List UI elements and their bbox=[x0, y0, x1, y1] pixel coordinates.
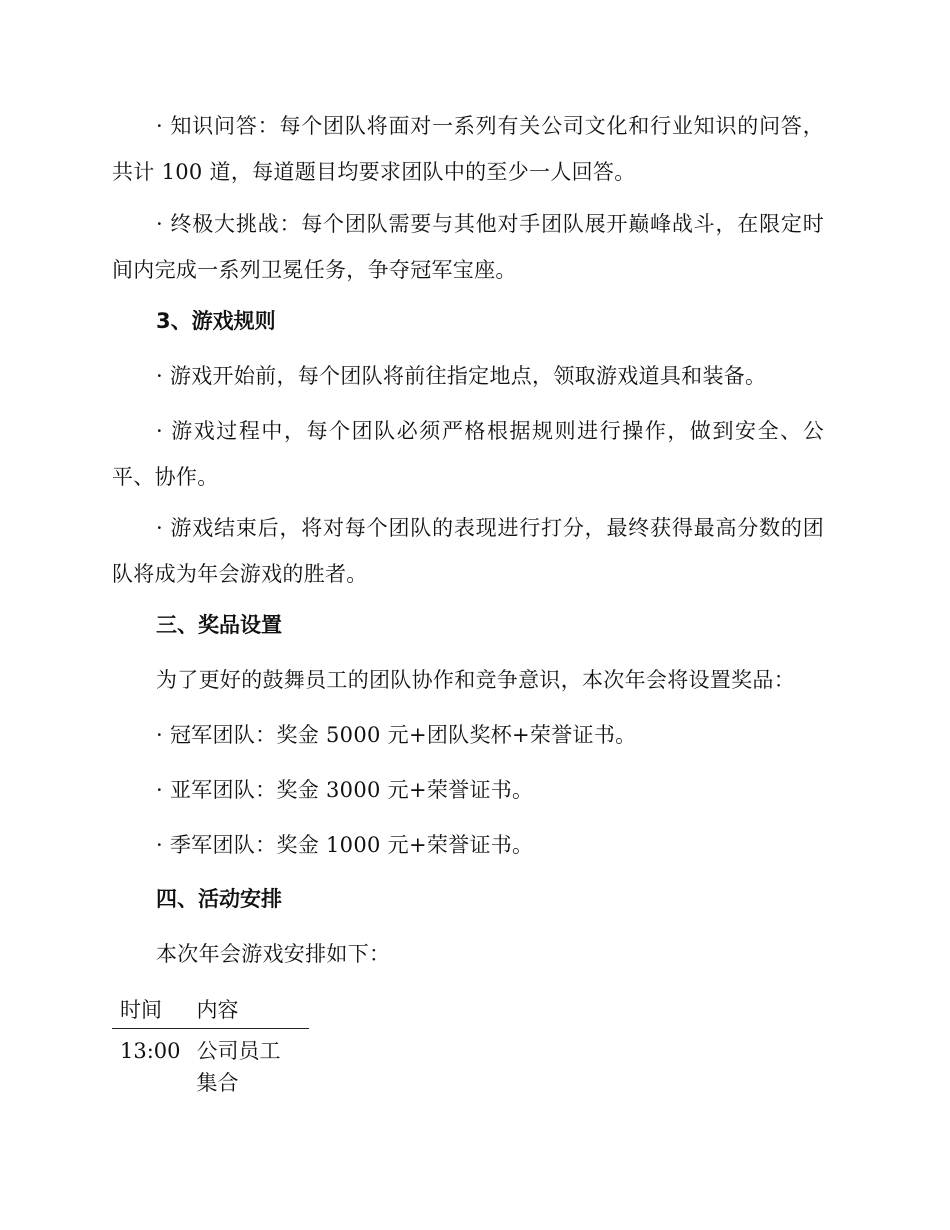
paragraph-prize-intro: 为了更好的鼓舞员工的团队协作和竞争意识，本次年会将设置奖品： bbox=[156, 668, 795, 692]
paragraph-knowledge-quiz: · 知识问答：每个团队将面对一系列有关公司文化和行业知识的问答，共计 100 道，每道题目均要求团队中的至少一人回答。 bbox=[112, 114, 824, 184]
paragraph-ultimate-challenge: · 终极大挑战：每个团队需要与其他对手团队展开巅峰战斗，在限定时间内完成一系列卫冕任务，争夺冠军宝座。 bbox=[112, 212, 824, 282]
paragraph-rule-after-game: · 游戏结束后，将对每个团队的表现进行打分，最终获得最高分数的团队将成为年会游戏的胜者。 bbox=[112, 516, 824, 586]
table-header-time: 时间 bbox=[112, 993, 189, 1029]
table-header-row bbox=[112, 993, 309, 1029]
table-cell-content: 公司员工集合 bbox=[196, 1039, 281, 1095]
paragraph-prize-champion: · 冠军团队：奖金 5000 元+团队奖杯+荣誉证书。 bbox=[156, 723, 637, 747]
paragraph-prize-third: · 季军团队：奖金 1000 元+荣誉证书。 bbox=[156, 833, 534, 857]
heading-activity-schedule: 四、活动安排 bbox=[156, 887, 282, 911]
paragraph-rule-during-game: · 游戏过程中，每个团队必须严格根据规则进行操作，做到安全、公平、协作。 bbox=[112, 419, 824, 489]
paragraph-rule-before-game: · 游戏开始前，每个团队将前往指定地点，领取游戏道具和装备。 bbox=[156, 364, 767, 388]
table-row bbox=[112, 1029, 309, 1100]
heading-game-rules: 3、游戏规则 bbox=[156, 309, 276, 333]
paragraph-schedule-intro: 本次年会游戏安排如下： bbox=[156, 942, 391, 966]
heading-prize-settings: 三、奖品设置 bbox=[156, 613, 282, 637]
paragraph-prize-runner-up: · 亚军团队：奖金 3000 元+荣誉证书。 bbox=[156, 778, 534, 802]
schedule-table bbox=[112, 993, 309, 1099]
table-header-content: 内容 bbox=[189, 993, 309, 1029]
table-cell-time: 13:00 bbox=[120, 1039, 181, 1063]
